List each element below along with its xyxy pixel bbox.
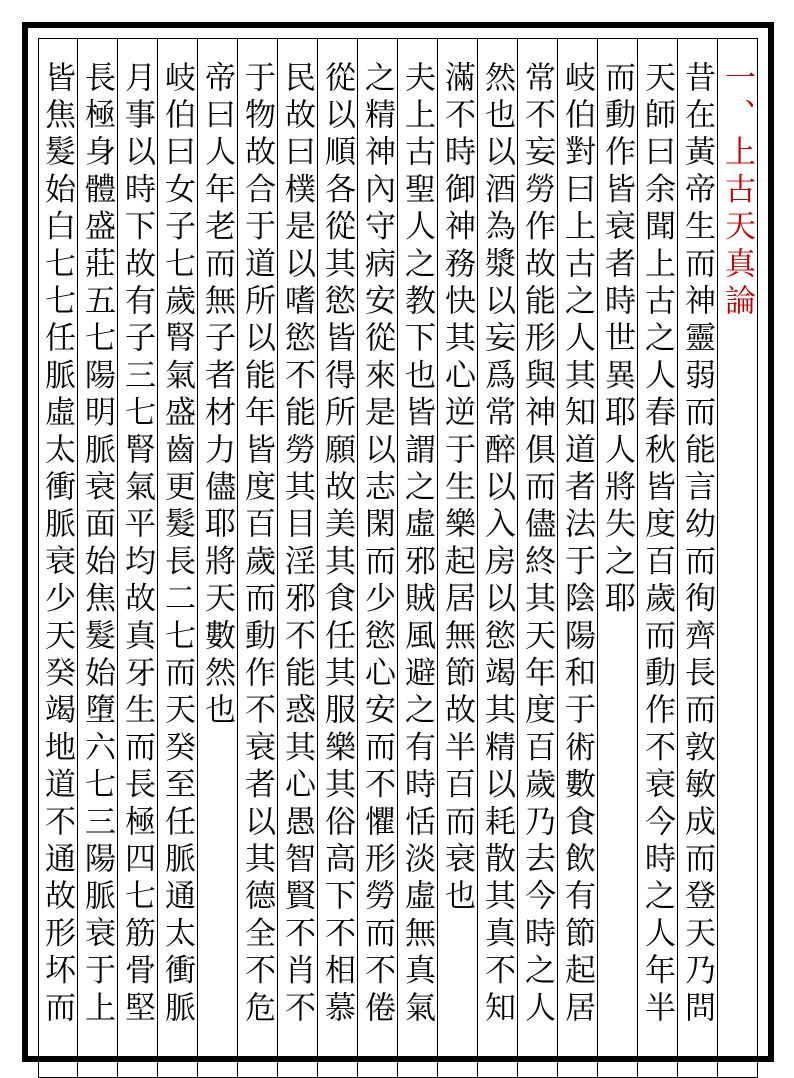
text-column-13: 帝曰人年老而無子者材力儘耶將天數然也	[197, 39, 237, 1077]
text-column-7: 滿不時御神務快其心逆于生樂起居無節故半百而衰也	[437, 39, 477, 1077]
text-column-5: 常不妄勞作故能形與神俱而儘終其天年度百歲乃去今時之人	[517, 39, 557, 1077]
text-column-1: 昔在黃帝生而神靈弱而能言幼而徇齊長而敦敏成而登天乃問	[677, 39, 717, 1077]
text-column-4: 岐伯對曰上古之人其知道者法于陰陽和于術數食飲有節起居	[557, 39, 597, 1077]
text-column-15: 月事以時下故有子三七腎氣平均故真牙生而長極四七筋骨堅	[117, 39, 157, 1077]
text-column-16: 長極身體盛莊五七陽明脈衰面始焦髮始墮六七三陽脈衰于上	[77, 39, 117, 1077]
text-column-11: 民故曰樸是以嗜慾不能勞其目淫邪不能惑其心愚智賢不肖不	[277, 39, 317, 1077]
vertical-text-columns	[38, 39, 757, 1077]
text-column-10: 從以順各從其慾皆得所願故美其食任其服樂其俗高下不相慕	[317, 39, 357, 1077]
text-column-8: 夫上古聖人之教下也皆謂之虛邪賊風避之有時恬淡虛無真氣	[397, 39, 437, 1077]
text-column-3: 而動作皆衰者時世異耶人將失之耶	[597, 39, 637, 1077]
chapter-heading: 一、上古天真論	[717, 39, 757, 1077]
text-column-12: 于物故合于道所以能年皆度百歲而動作不衰者以其德全不危	[237, 39, 277, 1077]
text-column-14: 岐伯曰女子七歲腎氣盛齒更髮長二七而天癸至任脈通太衝脈	[157, 39, 197, 1077]
text-column-2: 天師曰余聞上古之人春秋皆度百歲而動作不衰今時之人年半	[637, 39, 677, 1077]
text-column-6: 然也以酒為漿以妄爲常醉以入房以慾竭其精以耗散其真不知	[477, 39, 517, 1077]
text-column-9: 之精神內守病安從來是以志閑而少慾心安而不懼形勞而不倦	[357, 39, 397, 1077]
text-column-17: 皆焦髮始白七七任脈虛太衝脈衰少天癸竭地道不通故形坏而	[38, 39, 77, 1077]
text-frame	[38, 38, 758, 1078]
